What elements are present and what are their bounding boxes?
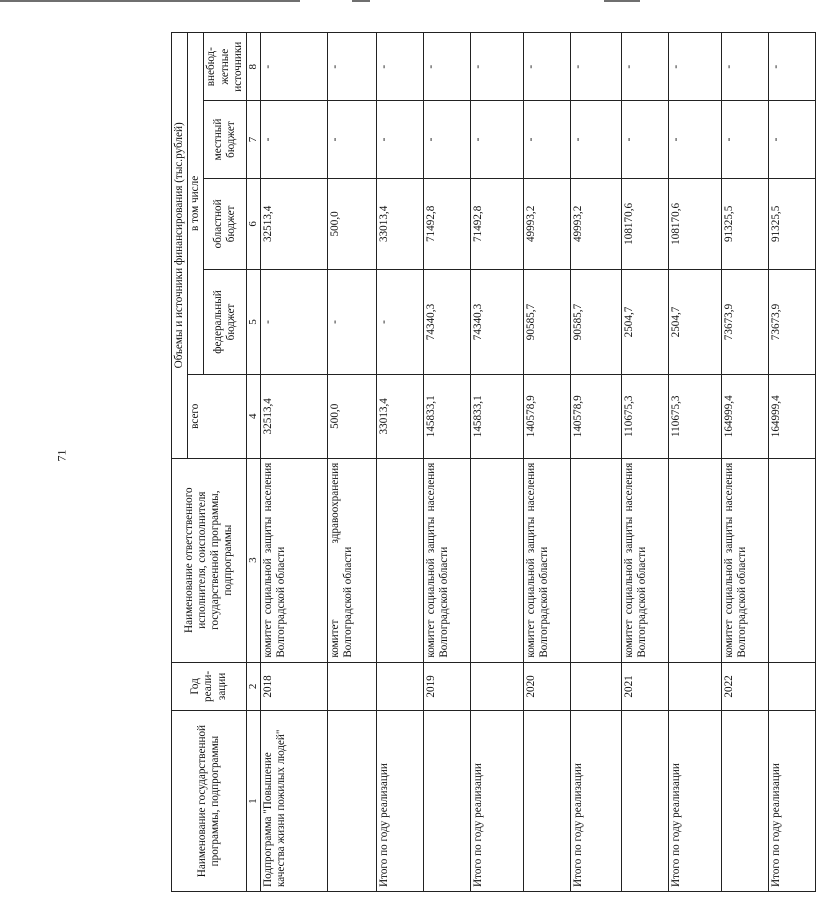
row-regional-cell: 500,0 — [328, 178, 377, 270]
table-body — [261, 33, 816, 892]
row-local-cell: - — [524, 101, 571, 178]
row-name-cell: Итого по году реализации — [377, 711, 424, 892]
row-total-cell: 110675,3 — [622, 374, 669, 458]
row-total-cell: 145833,1 — [471, 374, 524, 458]
row-total-cell: 164999,4 — [769, 374, 816, 458]
row-federal-cell: 90585,7 — [524, 270, 571, 375]
table-row — [524, 33, 571, 892]
header-extra: внебюд-жетные источники — [204, 33, 247, 101]
row-extra-cell: - — [524, 33, 571, 101]
row-total-cell: 33013,4 — [377, 374, 424, 458]
rotated-table-container — [171, 32, 783, 892]
row-federal-cell: - — [328, 270, 377, 375]
scan-edge-line-left — [0, 0, 300, 2]
row-local-cell: - — [261, 101, 328, 178]
row-year-cell: 2019 — [424, 662, 471, 711]
table-row — [261, 33, 328, 892]
row-total-cell: 32513,4 — [261, 374, 328, 458]
column-number: 4 — [247, 374, 261, 458]
row-name-cell: Итого по году реализации — [769, 711, 816, 892]
row-regional-cell: 49993,2 — [524, 178, 571, 270]
row-year-cell: 2020 — [524, 662, 571, 711]
row-total-cell: 164999,4 — [722, 374, 769, 458]
row-name-cell — [424, 711, 471, 892]
header-local: местный бюджет — [204, 101, 247, 178]
scan-edge-line-right-2 — [604, 0, 640, 2]
column-number: 7 — [247, 101, 261, 178]
row-extra-cell: - — [722, 33, 769, 101]
row-name-cell — [328, 711, 377, 892]
row-year-cell — [669, 662, 722, 711]
row-local-cell: - — [571, 101, 622, 178]
row-name-cell: Итого по году реализации — [571, 711, 622, 892]
row-year-cell — [769, 662, 816, 711]
row-local-cell: - — [622, 101, 669, 178]
row-executor-cell: комитет здравоохранения Волгоградской области — [328, 458, 377, 662]
funding-table — [171, 32, 816, 892]
row-federal-cell: 73673,9 — [722, 270, 769, 375]
row-regional-cell: 71492,8 — [471, 178, 524, 270]
row-regional-cell: 108170,6 — [669, 178, 722, 270]
row-regional-cell: 91325,5 — [769, 178, 816, 270]
row-total-cell: 140578,9 — [571, 374, 622, 458]
column-number: 1 — [247, 711, 261, 892]
row-local-cell: - — [769, 101, 816, 178]
row-executor-cell — [769, 458, 816, 662]
table-row — [669, 33, 722, 892]
row-year-cell — [471, 662, 524, 711]
row-name-cell: Итого по году реализации — [669, 711, 722, 892]
row-name-cell: Подпрограмма "Повышение качества жизни пожилых людей" — [261, 711, 328, 892]
row-regional-cell: 108170,6 — [622, 178, 669, 270]
header-year: Год реали-зации — [172, 662, 247, 711]
row-extra-cell: - — [261, 33, 328, 101]
row-executor-cell — [471, 458, 524, 662]
row-name-cell — [622, 711, 669, 892]
table-row — [622, 33, 669, 892]
column-number: 8 — [247, 33, 261, 101]
header-executor: Наименование ответственного исполнителя, соисполнителя государственной программы, подпрограммы — [172, 458, 247, 662]
table-row — [424, 33, 471, 892]
row-executor-cell: комитет социальной защиты населения Волгоградской области — [622, 458, 669, 662]
row-name-cell — [722, 711, 769, 892]
row-extra-cell: - — [471, 33, 524, 101]
row-executor-cell: комитет социальной защиты населения Волгоградской области — [722, 458, 769, 662]
column-number: 2 — [247, 662, 261, 711]
row-regional-cell: 49993,2 — [571, 178, 622, 270]
header-total: всего — [188, 374, 247, 458]
row-federal-cell: - — [261, 270, 328, 375]
column-number: 3 — [247, 458, 261, 662]
row-extra-cell: - — [328, 33, 377, 101]
table-row — [328, 33, 377, 892]
row-extra-cell: - — [571, 33, 622, 101]
row-extra-cell: - — [669, 33, 722, 101]
table-row — [377, 33, 424, 892]
header-federal: федеральный бюджет — [204, 270, 247, 375]
row-year-cell: 2022 — [722, 662, 769, 711]
row-local-cell: - — [669, 101, 722, 178]
row-year-cell — [328, 662, 377, 711]
row-name-cell — [524, 711, 571, 892]
row-extra-cell: - — [769, 33, 816, 101]
column-number: 5 — [247, 270, 261, 375]
row-total-cell: 140578,9 — [524, 374, 571, 458]
row-local-cell: - — [424, 101, 471, 178]
column-number-row — [247, 33, 261, 892]
row-regional-cell: 32513,4 — [261, 178, 328, 270]
row-executor-cell — [669, 458, 722, 662]
row-extra-cell: - — [622, 33, 669, 101]
table-row — [722, 33, 769, 892]
row-federal-cell: - — [377, 270, 424, 375]
row-year-cell — [571, 662, 622, 711]
row-executor-cell: комитет социальной защиты населения Волгоградской области — [424, 458, 471, 662]
row-executor-cell — [571, 458, 622, 662]
header-program-name: Наименование государственной программы, подпрограммы — [172, 711, 247, 892]
page-number: 71 — [54, 449, 69, 462]
scan-edge-line-right — [352, 0, 370, 2]
row-total-cell: 500,0 — [328, 374, 377, 458]
row-name-cell: Итого по году реализации — [471, 711, 524, 892]
row-executor-cell: комитет социальной защиты населения Волгоградской области — [524, 458, 571, 662]
row-executor-cell — [377, 458, 424, 662]
row-federal-cell: 73673,9 — [769, 270, 816, 375]
row-local-cell: - — [471, 101, 524, 178]
row-local-cell: - — [722, 101, 769, 178]
table-row — [471, 33, 524, 892]
row-regional-cell: 71492,8 — [424, 178, 471, 270]
row-regional-cell: 33013,4 — [377, 178, 424, 270]
row-local-cell: - — [377, 101, 424, 178]
row-regional-cell: 91325,5 — [722, 178, 769, 270]
row-extra-cell: - — [377, 33, 424, 101]
row-federal-cell: 74340,3 — [471, 270, 524, 375]
header-including: в том числе — [188, 33, 204, 375]
row-federal-cell: 90585,7 — [571, 270, 622, 375]
row-federal-cell: 2504,7 — [669, 270, 722, 375]
row-year-cell: 2021 — [622, 662, 669, 711]
row-year-cell — [377, 662, 424, 711]
row-total-cell: 110675,3 — [669, 374, 722, 458]
row-local-cell: - — [328, 101, 377, 178]
header-funding-group: Объемы и источники финансирования (тыс.рублей) — [172, 33, 188, 459]
column-number: 6 — [247, 178, 261, 270]
header-regional: областной бюджет — [204, 178, 247, 270]
row-executor-cell: комитет социальной защиты населения Волгоградской области — [261, 458, 328, 662]
row-federal-cell: 74340,3 — [424, 270, 471, 375]
row-year-cell: 2018 — [261, 662, 328, 711]
row-federal-cell: 2504,7 — [622, 270, 669, 375]
table-row — [571, 33, 622, 892]
row-total-cell: 145833,1 — [424, 374, 471, 458]
table-row — [769, 33, 816, 892]
row-extra-cell: - — [424, 33, 471, 101]
